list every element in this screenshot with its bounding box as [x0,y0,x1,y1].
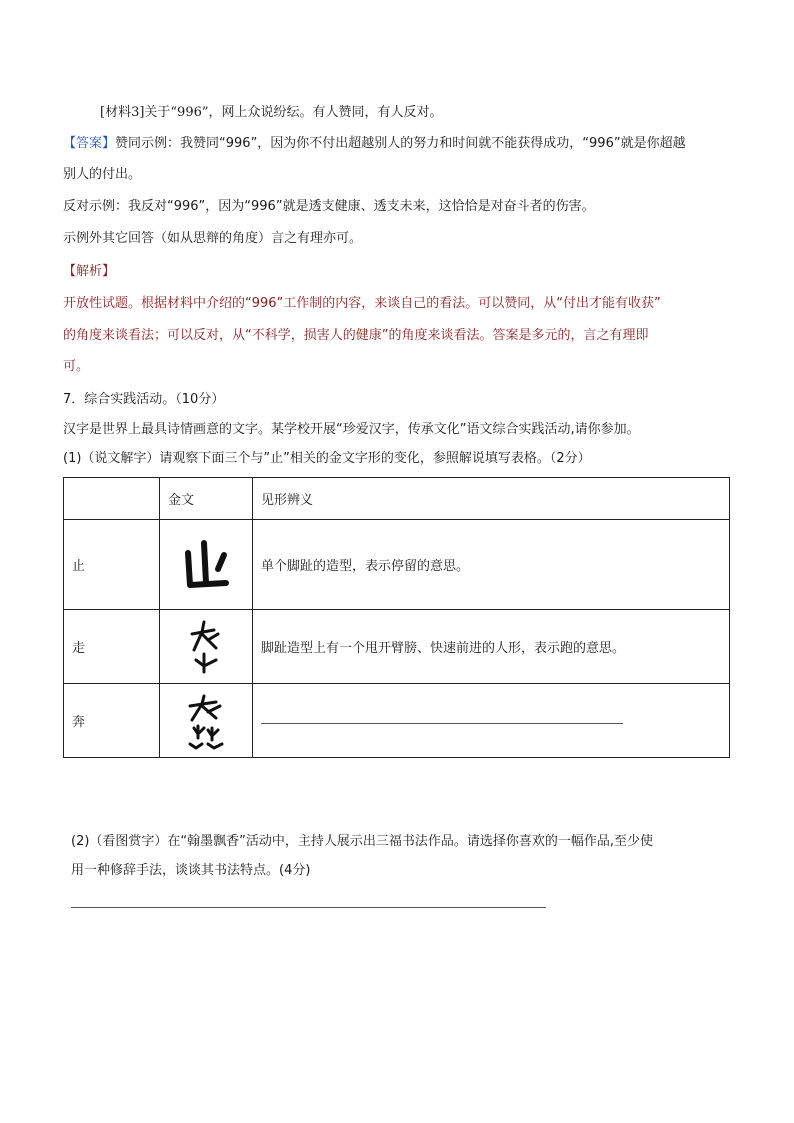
analysis-line-3: 可。 [63,359,90,374]
table-desc-cell: 脚趾造型上有一个甩开臂膀、快速前进的人形，表示跑的意思。 [253,610,730,684]
material-3-text: [材料3]关于“996”，网上众说纷纭。有人赞同，有人反对。 [100,105,443,120]
table-desc-cell [253,684,730,758]
ben-glyph-icon [184,690,228,752]
table-char-cell: 奔 [64,684,160,758]
table-header-cell: 见形辨义 [253,478,730,520]
question-7-intro: 汉字是世界上最具诗情画意的文字。某学校开展“珍爱汉字，传承文化”语文综合实践活动,请你参加。 [63,422,640,437]
jinwen-table [63,477,730,758]
answer-text-1: 赞同示例：我赞同“996”，因为你不付出超越别人的努力和时间就不能获得成功，“996”就是你超越 [115,136,686,151]
answer-line-4: 示例外其它回答（如从思辩的角度）言之有理亦可。 [63,231,363,246]
analysis-line-2: 的角度来谈看法；可以反对，从“不科学，损害人的健康”的角度来谈看法。答案是多元的，言之有理即 [63,328,649,343]
table-glyph-cell [160,610,253,684]
table-row [64,684,730,758]
zou-glyph-icon [186,616,226,678]
zhi-glyph-icon [180,535,232,595]
table-header-row [64,478,730,520]
table-glyph-cell [160,684,253,758]
answer-line-2: 别人的付出。 [63,167,142,182]
fill-in-line[interactable] [261,723,623,724]
question-7-part-2-line-1: (2)（看图赏字）在“翰墨飘香”活动中，主持人展示出三福书法作品。请选择你喜欢的一幅作品,至少使 [71,834,654,849]
question-7-part-1: (1)（说文解字）请观察下面三个与”止”相关的金文字形的变化，参照解说填写表格。（2分） [63,451,591,466]
table-glyph-cell [160,520,253,610]
table-row [64,610,730,684]
answer-blank-line[interactable] [71,907,546,908]
answer-tag: 【答案】 [63,136,116,151]
question-7-title: 7．综合实践活动。（10分） [63,392,225,407]
table-header-cell: 金文 [160,478,253,520]
fill-in-area [261,711,721,731]
table-desc-cell: 单个脚趾的造型，表示停留的意思。 [253,520,730,610]
analysis-tag: 【解析】 [63,264,116,279]
question-7-part-2-line-2: 用一种修辞手法，谈谈其书法特点。(4分) [71,863,311,878]
answer-line-1 [63,134,686,154]
table-header-cell [64,478,160,520]
table-row [64,520,730,610]
analysis-line-1: 开放性试题。根据材料中介绍的“996”工作制的内容，来谈自己的看法。可以赞同，从“付出才能有收获” [63,296,661,311]
table-char-cell: 走 [64,610,160,684]
table-char-cell: 止 [64,520,160,610]
answer-line-3: 反对示例：我反对“996”，因为“996”就是透支健康、透支未来，这恰恰是对奋斗者的伤害。 [63,199,595,214]
